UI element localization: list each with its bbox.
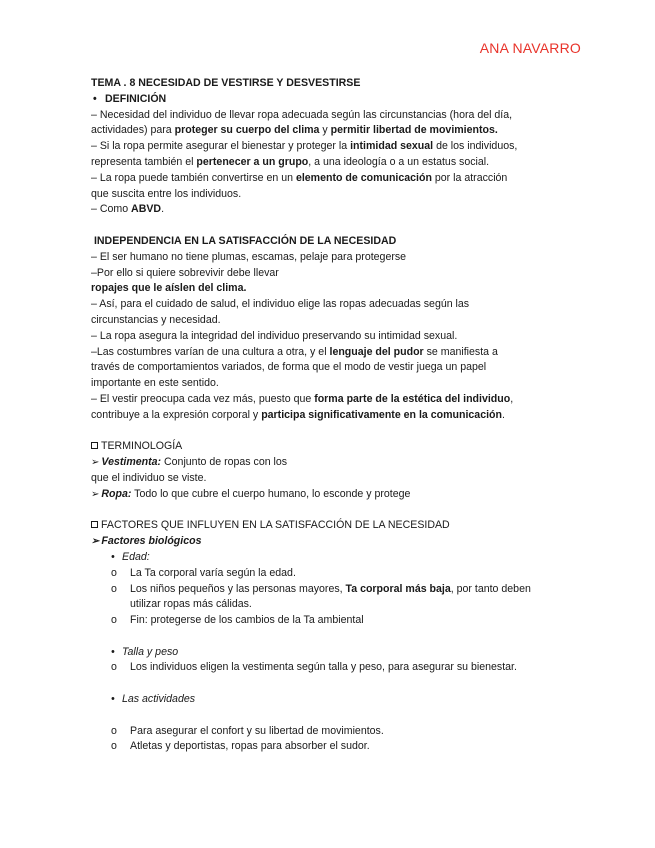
paragraph-line: – Así, para el cuidado de salud, el individuo elige las ropas adecuadas según las [91,298,470,311]
bullet-icon: • [111,645,115,658]
checkbox-square-icon [91,442,98,449]
paragraph-line: circunstancias y necesidad. [91,313,221,326]
edad-label: • Edad: [91,550,563,566]
circle-bullet-icon: o [111,724,117,737]
paragraph-line: – La ropa asegura la integridad del individuo preservando su intimidad sexual. [91,329,458,342]
arrow-bullet-icon: ➢ [91,488,100,500]
document-body [91,76,563,755]
paragraph-line: contribuye a la expresión corporal y participa significativamente en la comunicación. [91,408,505,421]
paragraph-line: través de comportamientos variados, de forma que el modo de vestir juega un papel [91,361,487,374]
paragraph-line: ropajes que le aíslen del clima. [91,282,247,295]
term-ropa: ➢ Ropa: Todo lo que cubre el cuerpo humano, lo esconde y protege [91,487,411,500]
actividades-label: • Las actividades [91,692,563,708]
arrow-bullet-icon: ➢ [91,457,100,469]
list-item: o Fin: protegerse de los cambios de la Ta ambiental [91,613,563,629]
paragraph-line: actividades) para proteger su cuerpo del clima y permitir libertad de movimientos. [91,124,498,137]
independencia-heading: INDEPENDENCIA EN LA SATISFACCIÓN DE LA NECESIDAD [93,234,397,247]
paragraph-line: – El ser humano no tiene plumas, escamas, pelaje para protegerse [91,250,407,263]
arrow-bullet-icon: ➢ [91,536,100,548]
paragraph-line: – Necesidad del individuo de llevar ropa adecuada según las circunstancias (hora del día, [91,108,513,121]
paragraph-line: que suscita entre los individuos. [91,187,242,200]
circle-bullet-icon: o [111,566,117,579]
terminologia-heading: TERMINOLOGÍA [91,439,563,455]
checkbox-square-icon [91,521,98,528]
circle-bullet-icon: o [111,661,117,674]
paragraph-line: –Las costumbres varían de una cultura a otra, y el lenguaje del pudor se manifiesta a [91,345,498,358]
paragraph-line: – La ropa puede también convertirse en un elemento de comunicación por la atracción [91,171,508,184]
paragraph-line: que el individuo se viste. [91,471,207,484]
list-item: o Atletas y deportistas, ropas para absorber el sudor. [91,739,563,755]
paragraph-line: – Si la ropa permite asegurar el bienestar y proteger la intimidad sexual de los individuos, [91,140,518,153]
circle-bullet-icon: o [111,614,117,627]
bullet-icon: • [111,693,115,706]
bullet-icon: • [111,550,115,563]
definicion-heading: • DEFINICIÓN [91,92,563,108]
factores-heading: FACTORES QUE INFLUYEN EN LA SATISFACCIÓN DE LA NECESIDAD [91,518,563,534]
paragraph-line: – Como ABVD. [91,203,165,216]
author-name: ANA NAVARRO [479,40,581,56]
talla-label: • Talla y peso [91,645,563,661]
paragraph-line: representa también el pertenecer a un grupo, a una ideología o a un estatus social. [91,155,490,168]
factores-subheading: ➢ Factores biológicos [91,535,202,548]
list-item: o La Ta corporal varía según la edad. [91,566,563,582]
circle-bullet-icon: o [111,740,117,753]
document-title: TEMA . 8 NECESIDAD DE VESTIRSE Y DESVESTIRSE [91,77,361,89]
paragraph-line: importante en este sentido. [91,377,219,390]
term-vestimenta: ➢ Vestimenta: Conjunto de ropas con los [91,456,288,469]
paragraph-line: –Por ello si quiere sobrevivir debe llevar [91,266,279,279]
bullet-icon: • [93,92,97,105]
list-item-continuation: utilizar ropas más cálidas. [130,598,252,611]
list-item: o Los individuos eligen la vestimenta según talla y peso, para asegurar su bienestar. [91,660,563,676]
paragraph-line: – El vestir preocupa cada vez más, puesto que forma parte de la estética del individuo, [91,392,514,405]
list-item: o Los niños pequeños y las personas mayores, Ta corporal más baja, por tanto deben [91,582,563,598]
list-item: o Para asegurar el confort y su libertad de movimientos. [91,724,563,740]
circle-bullet-icon: o [111,582,117,595]
